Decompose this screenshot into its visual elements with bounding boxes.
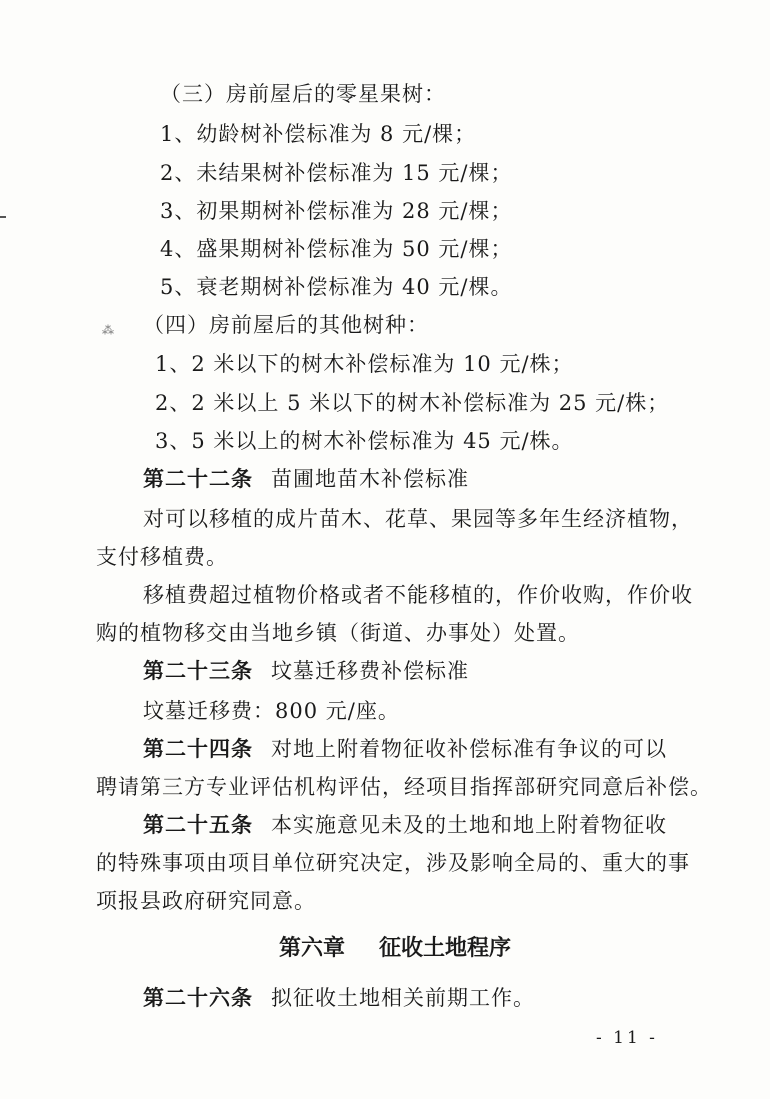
paragraph-line: 坟墓迁移费：800 元/座。	[143, 699, 400, 723]
scan-edge-mark	[0, 216, 6, 218]
paragraph-line: 聘请第三方专业评估机构评估，经项目指挥部研究同意后补偿。	[96, 775, 712, 799]
paragraph-line: 支付移植费。	[96, 545, 228, 569]
article-text: 本实施意见未及的土地和地上附着物征收	[271, 813, 667, 837]
article-title: 苗圃地苗木补偿标准	[271, 467, 469, 491]
paragraph-line: 移植费超过植物价格或者不能移植的，作价收购，作价收	[143, 583, 693, 607]
list-item: 3、初果期树补偿标准为 28 元/棵；	[160, 199, 513, 223]
article-text: 拟征收土地相关前期工作。	[271, 986, 535, 1010]
article-25-line	[143, 811, 667, 839]
article-22-heading	[143, 465, 469, 493]
article-label: 第二十五条	[143, 813, 253, 837]
page-number: - 11 -	[596, 1028, 658, 1048]
chapter-number: 第六章	[279, 936, 346, 961]
list-item: 5、衰老期树补偿标准为 40 元/棵。	[160, 275, 513, 299]
chapter-heading	[279, 934, 511, 964]
list-item: 2、未结果树补偿标准为 15 元/棵；	[160, 161, 513, 185]
list-item: 2、2 米以上 5 米以下的树木补偿标准为 25 元/株；	[155, 391, 670, 415]
section-3-title: （三）房前屋后的零星果树：	[160, 82, 446, 106]
chapter-title: 征收土地程序	[379, 936, 512, 961]
list-item: 1、2 米以下的树木补偿标准为 10 元/株；	[155, 352, 574, 376]
article-24-line	[143, 735, 667, 763]
paragraph-line: 的特殊事项由项目单位研究决定，涉及影响全局的、重大的事	[96, 851, 690, 875]
paragraph-line: 购的植物移交由当地乡镇（街道、办事处）处置。	[96, 621, 580, 645]
list-item: 1、幼龄树补偿标准为 8 元/棵；	[160, 122, 477, 146]
paragraph-line: 项报县政府研究同意。	[96, 889, 316, 913]
article-26-line	[143, 984, 535, 1012]
paragraph-line: 对可以移植的成片苗木、花草、果园等多年生经济植物，	[143, 507, 693, 531]
article-label: 第二十三条	[143, 659, 253, 683]
article-label: 第二十六条	[143, 986, 253, 1010]
article-23-heading	[143, 657, 469, 685]
section-4-title: （四）房前屋后的其他树种：	[143, 313, 429, 337]
article-label: 第二十四条	[143, 737, 253, 761]
article-label: 第二十二条	[143, 467, 253, 491]
article-text: 对地上附着物征收补偿标准有争议的可以	[271, 737, 667, 761]
scan-speck: ⁂	[102, 323, 114, 337]
list-item: 4、盛果期树补偿标准为 50 元/棵；	[160, 237, 513, 261]
article-title: 坟墓迁移费补偿标准	[271, 659, 469, 683]
list-item: 3、5 米以上的树木补偿标准为 45 元/株。	[155, 429, 574, 453]
